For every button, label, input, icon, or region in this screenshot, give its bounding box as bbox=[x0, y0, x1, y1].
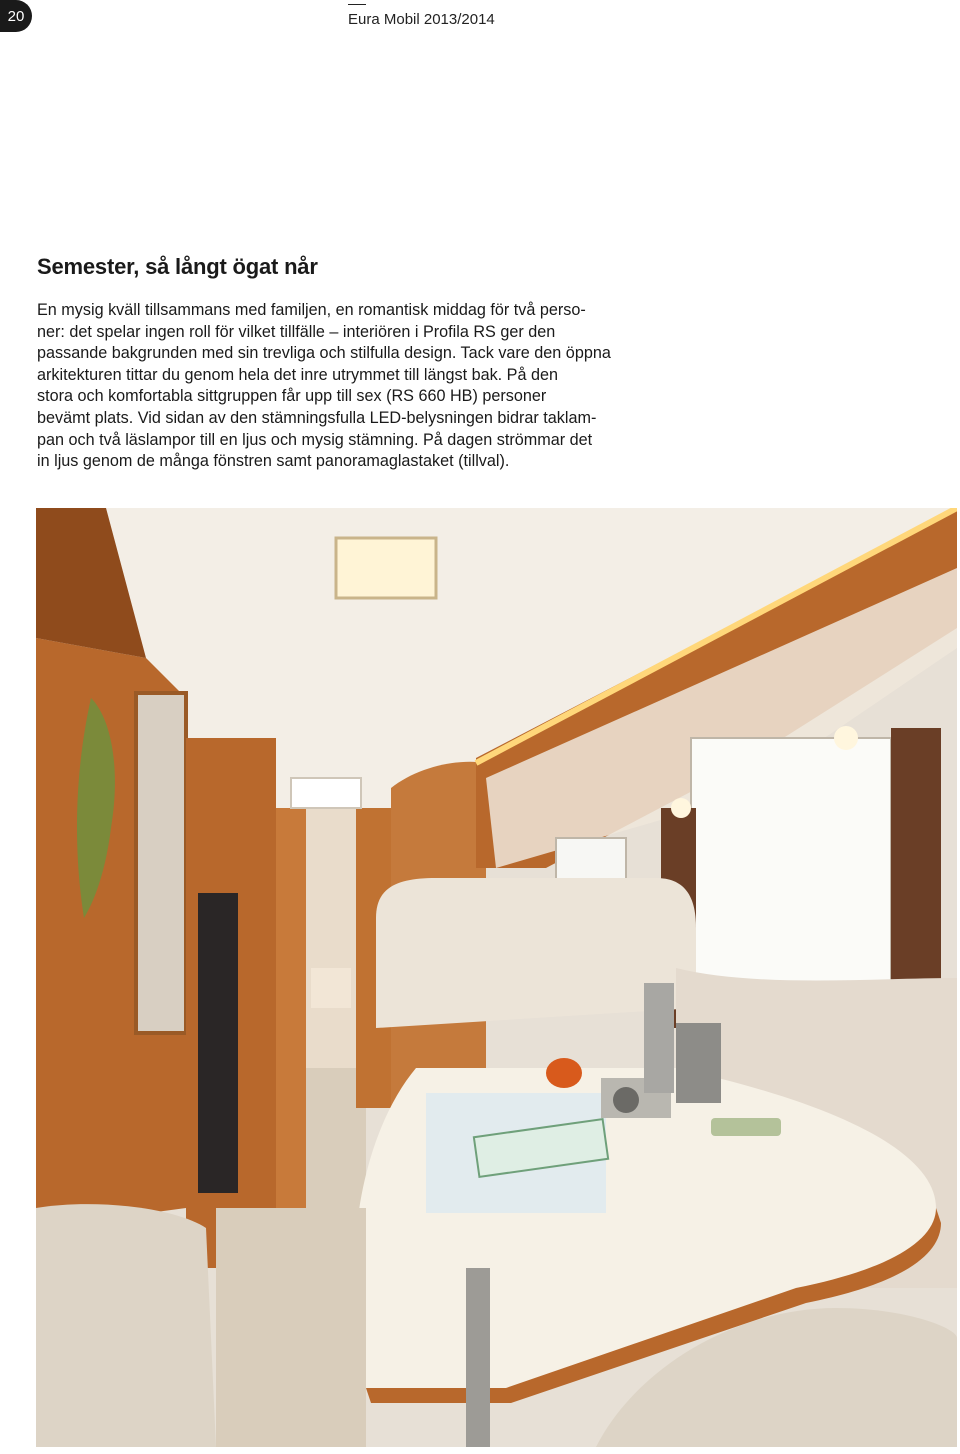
reading-lamp bbox=[834, 726, 858, 750]
body-line: En mysig kväll tillsammans med familjen, en romantisk middag för två perso- bbox=[37, 301, 586, 319]
foreground-seat-left bbox=[36, 1204, 216, 1447]
window-large bbox=[691, 738, 891, 988]
page-number: 20 bbox=[7, 7, 25, 25]
skylight bbox=[291, 778, 361, 808]
running-title: Eura Mobil 2013/2014 bbox=[348, 11, 495, 28]
thermos-flask bbox=[644, 983, 674, 1093]
phone bbox=[711, 1118, 781, 1136]
body-line: ner: det spelar ingen roll för vilket tillfälle – interiören i Profila RS ger den bbox=[37, 322, 556, 341]
fridge-door bbox=[198, 893, 238, 1193]
running-header bbox=[348, 4, 495, 28]
mirror-panel bbox=[136, 693, 186, 1033]
table-leg bbox=[466, 1268, 490, 1447]
body-line: bevämt plats. Vid sidan av den stämningsfulla LED-belysningen bidrar taklam- bbox=[37, 408, 597, 427]
ceiling-lamp bbox=[336, 538, 436, 598]
interior-photo bbox=[36, 508, 957, 1447]
carpet bbox=[216, 1208, 366, 1447]
body-line: passande bakgrunden med sin trevliga och stilfulla design. Tack vare den öppna bbox=[37, 344, 611, 363]
rear-bed bbox=[311, 968, 351, 1008]
apple bbox=[546, 1058, 582, 1088]
body-line: in ljus genom de många fönstren samt panoramaglastaket (tillval). bbox=[37, 452, 510, 471]
camera-lens bbox=[613, 1087, 639, 1113]
curtain-right bbox=[891, 728, 941, 998]
reading-lamp bbox=[671, 798, 691, 818]
motorhome-interior-illustration bbox=[36, 508, 957, 1447]
rear-bedroom bbox=[306, 808, 356, 1068]
header-rule bbox=[348, 4, 366, 5]
body-line: pan och två läslampor till en ljus och mysig stämning. På dagen strömmar det bbox=[37, 430, 593, 449]
travel-mug bbox=[676, 1023, 721, 1103]
body-line: arkitekturen tittar du genom hela det inre utrymmet till längst bak. På den bbox=[37, 365, 558, 384]
page-number-badge bbox=[0, 0, 32, 32]
corridor-wall-left bbox=[276, 808, 306, 1208]
article-title: Semester, så långt ögat når bbox=[37, 254, 318, 279]
article-body bbox=[37, 300, 649, 473]
body-line: stora och komfortabla sittgruppen får upp till sex (RS 660 HB) personer bbox=[37, 387, 547, 406]
